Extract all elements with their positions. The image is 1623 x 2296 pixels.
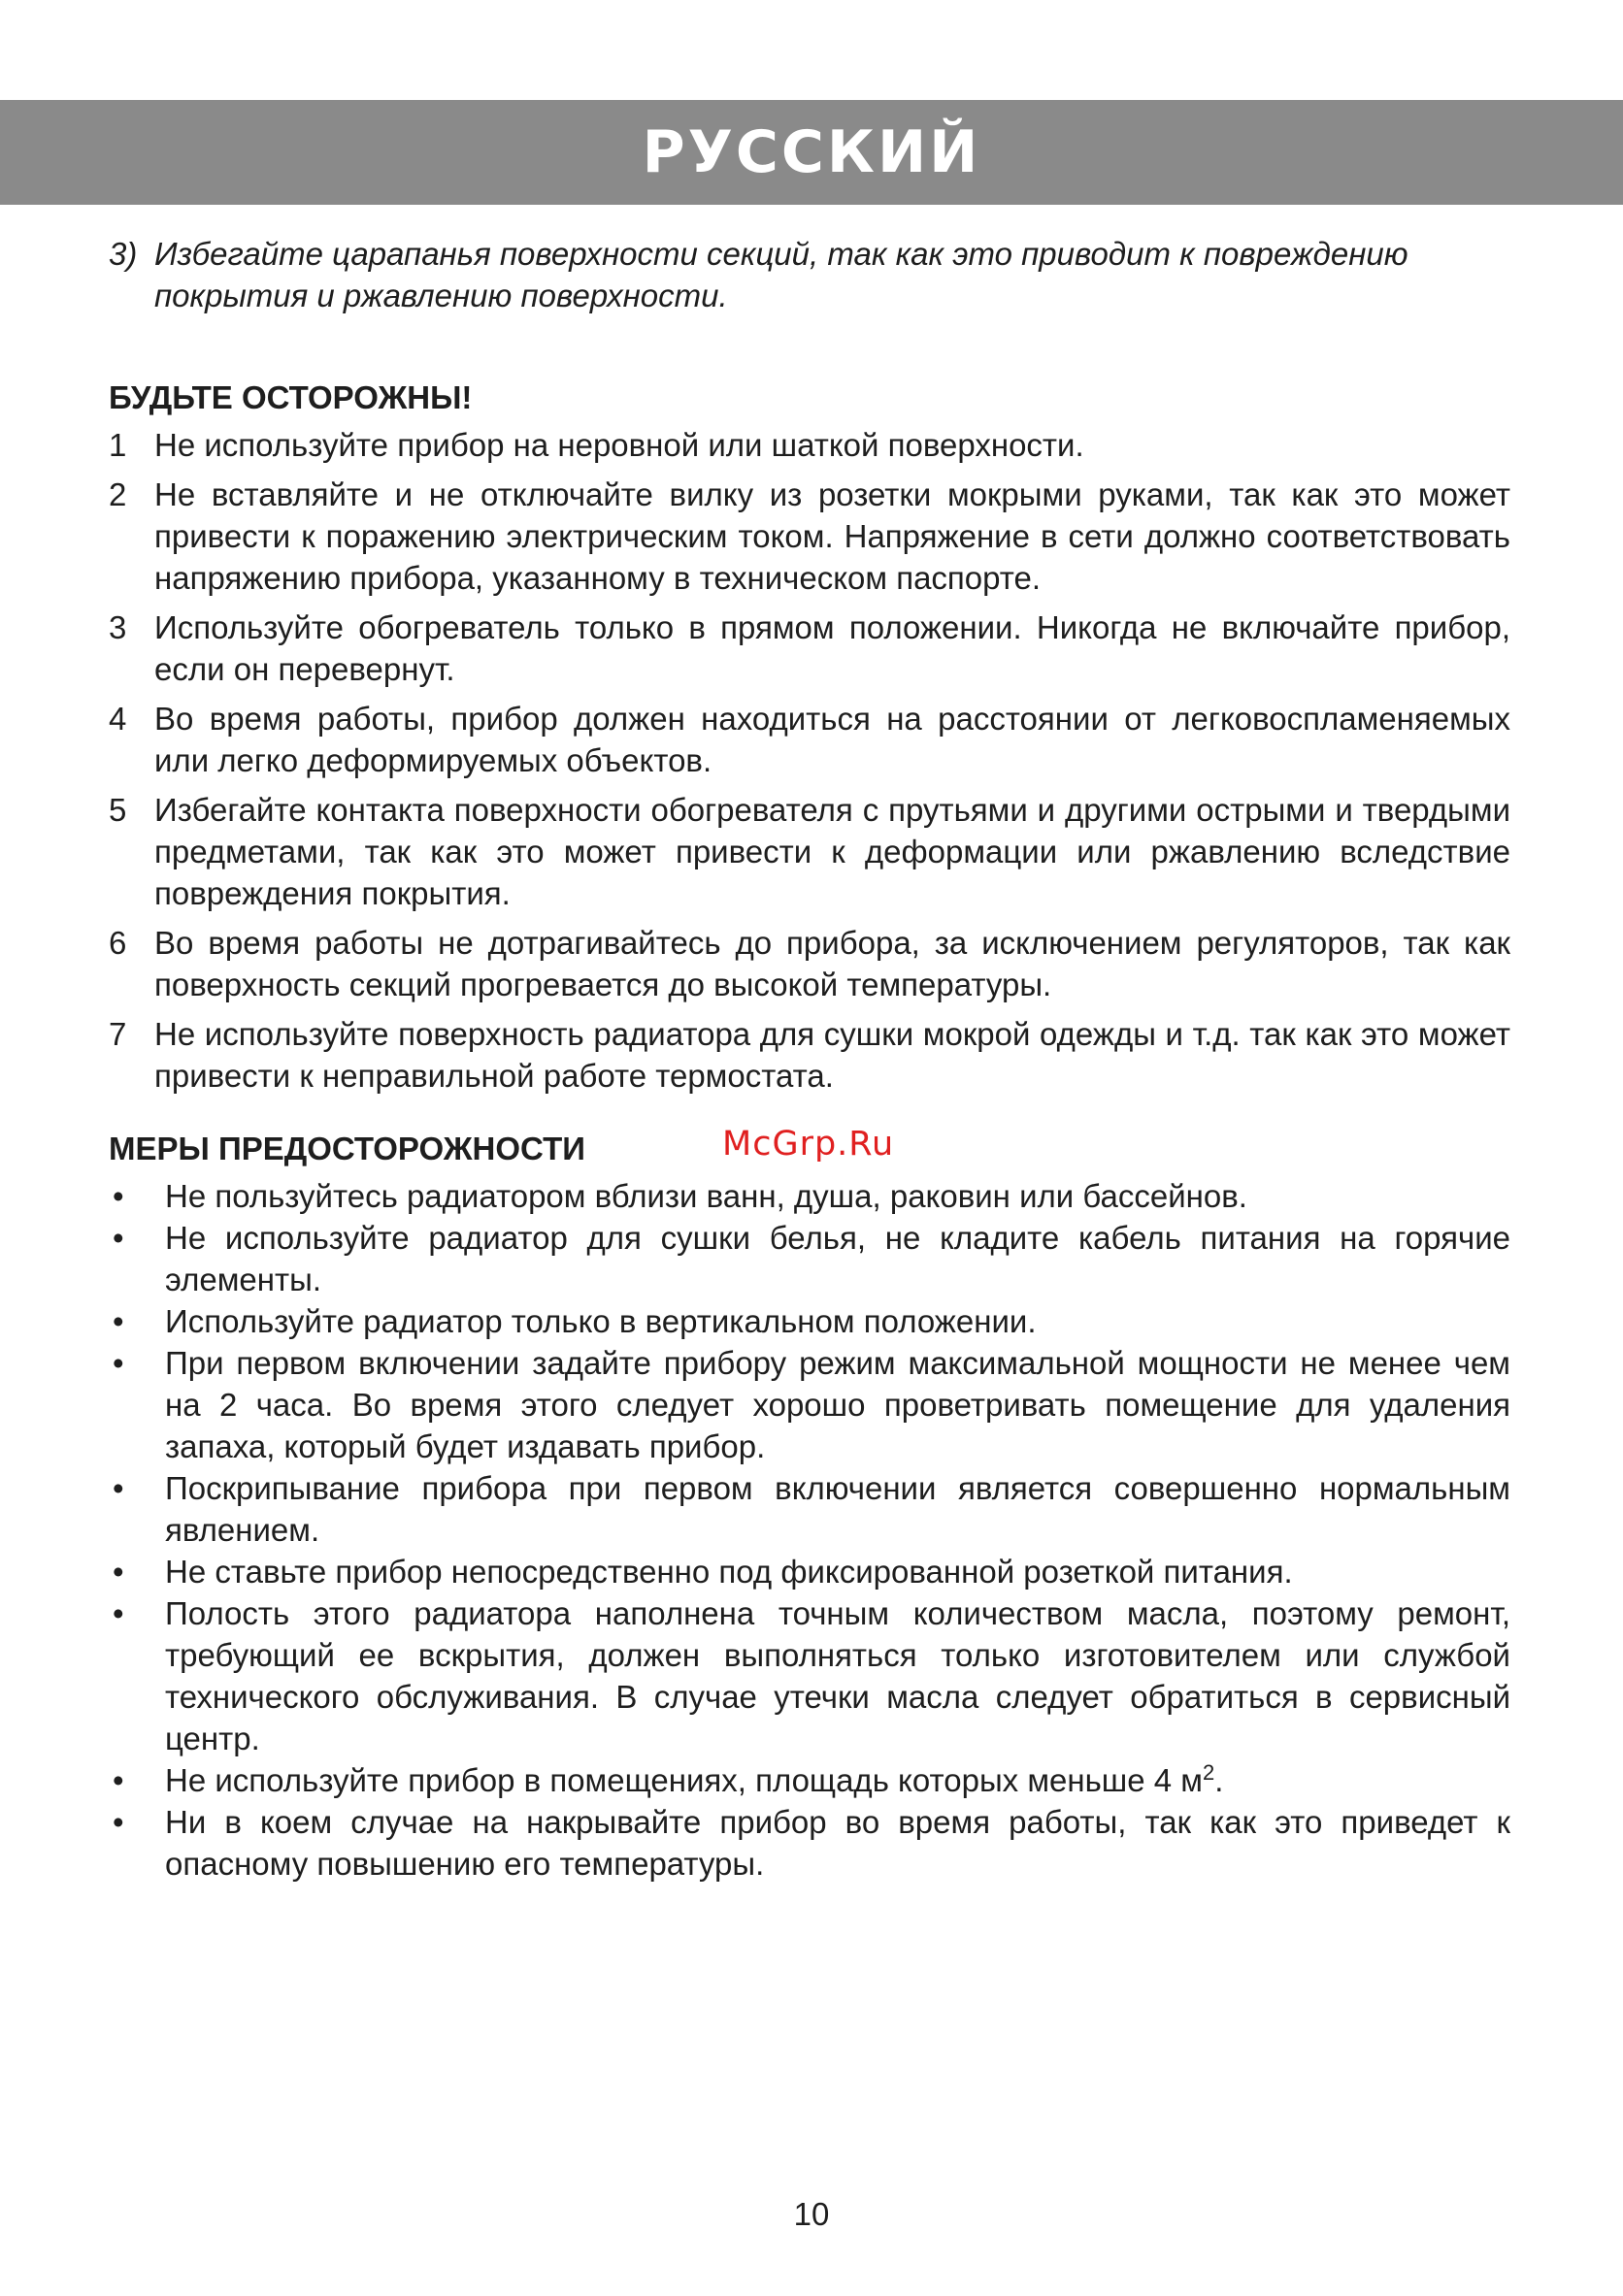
list-item-text bbox=[165, 1759, 1510, 1801]
list-item-number: 4 bbox=[109, 701, 127, 737]
list-item bbox=[109, 698, 1510, 781]
caution-list bbox=[109, 424, 1510, 1097]
list-item-number: 1 bbox=[109, 427, 127, 463]
bullet-icon: • bbox=[113, 1804, 124, 1840]
list-item bbox=[109, 1175, 1510, 1217]
bullet-icon: • bbox=[113, 1762, 124, 1798]
bullet-icon: • bbox=[113, 1595, 124, 1631]
watermark: McGrp.Ru bbox=[722, 1125, 895, 1164]
list-item-text: Не вставляйте и не отключайте вилку из розетки мокрыми руками, так как это может привести к поражению электрическим током. Напряжение в сети должно соответствовать напряжению прибора, указанному в техническом паспорте. bbox=[154, 476, 1510, 596]
bullet-icon: • bbox=[113, 1303, 124, 1339]
section-precautions bbox=[109, 1125, 1510, 1885]
list-item bbox=[109, 1217, 1510, 1300]
bullet-icon: • bbox=[113, 1178, 124, 1214]
section-caution bbox=[109, 377, 1510, 1097]
intro-item bbox=[109, 233, 1510, 316]
list-item bbox=[109, 474, 1510, 599]
list-item-text: Не используйте поверхность радиатора для сушки мокрой одежды и т.д. так как это может привести к неправильной работе термостата. bbox=[154, 1016, 1510, 1094]
list-item bbox=[109, 1300, 1510, 1342]
list-item-text: Поскрипывание прибора при первом включении является совершенно нормальным явлением. bbox=[165, 1470, 1510, 1548]
list-item-text: Используйте обогреватель только в прямом положении. Никогда не включайте прибор, если он перевернут. bbox=[154, 609, 1510, 687]
list-item bbox=[109, 1467, 1510, 1551]
superscript-2: 2 bbox=[1203, 1760, 1215, 1785]
list-item bbox=[109, 1759, 1510, 1801]
bullet-icon: • bbox=[113, 1554, 124, 1590]
list-item-text-main: Не используйте прибор в помещениях, площадь которых меньше 4 м bbox=[165, 1762, 1203, 1798]
list-item-text: Используйте радиатор только в вертикальном положении. bbox=[165, 1303, 1037, 1339]
list-item bbox=[109, 1801, 1510, 1885]
intro-item-number: 3) bbox=[109, 236, 138, 272]
list-item bbox=[109, 424, 1510, 466]
precautions-list bbox=[109, 1175, 1510, 1885]
list-item bbox=[109, 1013, 1510, 1097]
list-item-text: Не ставьте прибор непосредственно под фиксированной розеткой питания. bbox=[165, 1554, 1293, 1590]
list-item bbox=[109, 789, 1510, 914]
bullet-icon: • bbox=[113, 1470, 124, 1506]
list-item bbox=[109, 1342, 1510, 1467]
bullet-icon: • bbox=[113, 1220, 124, 1256]
list-item-number: 7 bbox=[109, 1016, 127, 1052]
list-item-text: Не пользуйтесь радиатором вблизи ванн, душа, раковин или бассейнов. bbox=[165, 1178, 1247, 1214]
language-title: РУССКИЙ bbox=[642, 118, 981, 186]
list-item-number: 5 bbox=[109, 792, 127, 828]
list-item-number: 2 bbox=[109, 476, 127, 512]
list-item-text: Не используйте прибор на неровной или шаткой поверхности. bbox=[154, 427, 1084, 463]
list-item-text: Избегайте контакта поверхности обогревателя с прутьями и другими острыми и твердыми предметами, так как это может привести к деформации или ржавлению вследствие повреждения покрытия. bbox=[154, 792, 1510, 911]
document-content bbox=[109, 233, 1510, 1885]
list-item-number: 6 bbox=[109, 925, 127, 961]
list-item bbox=[109, 1551, 1510, 1592]
list-item-text: При первом включении задайте прибору режим максимальной мощности не менее чем на 2 часа. Во время этого следует хорошо проветривать помещение для удаления запаха, который будет издавать прибор. bbox=[165, 1345, 1510, 1464]
list-item-text: Во время работы, прибор должен находиться на расстоянии от легковоспламеняемых или легко деформируемых объектов. bbox=[154, 701, 1510, 778]
page-number: 10 bbox=[793, 2196, 830, 2232]
list-item-text: Полость этого радиатора наполнена точным количеством масла, поэтому ремонт, требующий ее вскрытия, должен выполняться только изготовителем или службой технического обслуживания. В случае утечки масла следует обратиться в сервисный центр. bbox=[165, 1595, 1510, 1756]
list-item-text: Во время работы не дотрагивайтесь до прибора, за исключением регуляторов, так как поверхность секций прогревается до высокой температуры. bbox=[154, 925, 1510, 1002]
section-precautions-title: МЕРЫ ПРЕДОСТОРОЖНОСТИ bbox=[109, 1131, 585, 1166]
list-item bbox=[109, 922, 1510, 1005]
list-item-text-tail: . bbox=[1214, 1762, 1224, 1798]
list-item-text: Ни в коем случае на накрывайте прибор во время работы, так как это приведет к опасному повышению его температуры. bbox=[165, 1804, 1510, 1882]
language-header-bar bbox=[0, 100, 1623, 205]
bullet-icon: • bbox=[113, 1345, 124, 1381]
list-item bbox=[109, 1592, 1510, 1759]
list-item-text: Не используйте радиатор для сушки белья, не кладите кабель питания на горячие элементы. bbox=[165, 1220, 1510, 1297]
list-item-number: 3 bbox=[109, 609, 127, 645]
list-item bbox=[109, 607, 1510, 690]
section-caution-title: БУДЬТЕ ОСТОРОЖНЫ! bbox=[109, 379, 473, 415]
intro-item-text: Избегайте царапанья поверхности секций, так как это приводит к повреждению покрытия и ржавлению поверхности. bbox=[154, 236, 1408, 313]
